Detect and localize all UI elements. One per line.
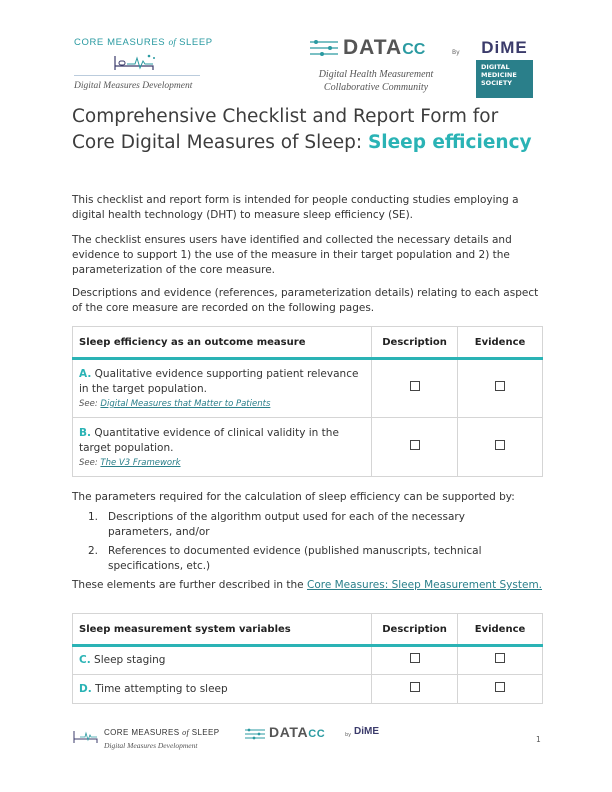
intro-paragraph-1: This checklist and report form is intended for people conducting studies employing a digital health technology (DHT) to measure sleep efficiency (SE). bbox=[72, 194, 519, 221]
see-link-digital-measures[interactable]: Digital Measures that Matter to Patients bbox=[100, 399, 271, 409]
list-number: 2. bbox=[88, 545, 99, 557]
description-checkbox[interactable] bbox=[410, 653, 420, 663]
description-checkbox[interactable] bbox=[410, 440, 420, 450]
table-header-variables: Sleep measurement system variables bbox=[73, 614, 372, 646]
table-header-evidence: Evidence bbox=[458, 614, 543, 646]
bed-pulse-icon bbox=[113, 52, 163, 74]
table-row bbox=[73, 646, 543, 675]
parameters-intro: The parameters required for the calculation of sleep efficiency can be supported by: bbox=[72, 491, 515, 503]
row-letter: A. bbox=[79, 368, 92, 380]
intro-paragraph-3: Descriptions and evidence (references, parameterization details) relating to each aspect of the core measure are recorded on the following pages. bbox=[72, 287, 539, 314]
datacc-by-label: By bbox=[452, 49, 460, 56]
row-text: Quantitative evidence of clinical validity in the target population. bbox=[79, 426, 339, 454]
see-prefix: See: bbox=[79, 399, 101, 409]
see-link-v3-framework[interactable]: The V3 Framework bbox=[100, 457, 181, 468]
datacc-logo-subtitle: Digital Health Measurement Collaborative Community bbox=[318, 69, 434, 93]
list-text: Descriptions of the algorithm output used for each of the necessary parameters, and/or bbox=[108, 511, 465, 538]
measurement-system-table bbox=[72, 613, 543, 704]
evidence-checkbox[interactable] bbox=[495, 653, 505, 663]
row-letter: C. bbox=[79, 654, 91, 666]
core-measures-logo-subtitle: Digital Measures Development bbox=[74, 81, 193, 91]
footer-by-label: by bbox=[345, 732, 352, 738]
row-letter: B. bbox=[79, 426, 91, 439]
bed-pulse-icon bbox=[73, 729, 101, 745]
footer-core-measures-title: CORE MEASURES of SLEEP bbox=[104, 728, 220, 737]
core-measures-logo-title: CORE MEASURES of SLEEP bbox=[74, 37, 213, 48]
page-number: 1 bbox=[536, 735, 541, 744]
see-prefix: See: bbox=[79, 457, 101, 468]
evidence-checkbox[interactable] bbox=[495, 682, 505, 692]
row-text: Sleep staging bbox=[94, 654, 166, 666]
list-text: References to documented evidence (published manuscripts, technical specifications, etc.) bbox=[108, 545, 482, 572]
list-item bbox=[82, 544, 532, 574]
intro-paragraph-2: The checklist ensures users have identified and collected the necessary details and evidence to support 1) the use of the measure in their target population and 2) the parameterization of the core measure. bbox=[72, 234, 512, 276]
dime-logo-wordmark: DiME bbox=[481, 38, 528, 57]
row-text: Qualitative evidence supporting patient relevance in the target population. bbox=[79, 368, 359, 395]
footer-datacc-wordmark: DATACC bbox=[269, 724, 326, 740]
data-network-icon bbox=[244, 727, 266, 741]
outcome-measure-table bbox=[72, 326, 543, 477]
footer-dime-wordmark: DiME bbox=[354, 726, 379, 737]
description-checkbox[interactable] bbox=[410, 682, 420, 692]
table-row bbox=[73, 675, 543, 704]
list-number: 1. bbox=[88, 511, 99, 523]
dime-logo-band: DIGITAL MEDICINE SOCIETY bbox=[476, 60, 533, 98]
evidence-checkbox[interactable] bbox=[495, 440, 505, 450]
sleep-measurement-system-link[interactable]: Core Measures: Sleep Measurement System. bbox=[306, 579, 543, 591]
table-row bbox=[73, 359, 543, 418]
table-row bbox=[73, 418, 543, 477]
logo-divider bbox=[74, 75, 200, 76]
description-checkbox[interactable] bbox=[410, 381, 420, 391]
table-header-description: Description bbox=[372, 327, 458, 359]
row-text: Time attempting to sleep bbox=[95, 682, 228, 695]
table-header-description: Description bbox=[372, 614, 458, 646]
datacc-logo-wordmark: DATACC bbox=[343, 36, 426, 59]
title-highlight: Sleep efficiency bbox=[367, 132, 532, 153]
data-network-icon bbox=[308, 37, 340, 59]
table-header-evidence: Evidence bbox=[458, 327, 543, 359]
evidence-checkbox[interactable] bbox=[495, 381, 505, 391]
page-title: Comprehensive Checklist and Report Form for Core Digital Measures of Sleep: Sleep efficiency bbox=[72, 106, 532, 153]
list-item bbox=[82, 510, 532, 540]
footer-core-measures-subtitle: Digital Measures Development bbox=[104, 741, 198, 750]
parameters-list bbox=[82, 510, 532, 578]
row-letter: D. bbox=[79, 682, 92, 695]
further-described-text: These elements are further described in the Core Measures: Sleep Measurement System. bbox=[72, 579, 543, 591]
table-header-measure: Sleep efficiency as an outcome measure bbox=[73, 327, 372, 359]
